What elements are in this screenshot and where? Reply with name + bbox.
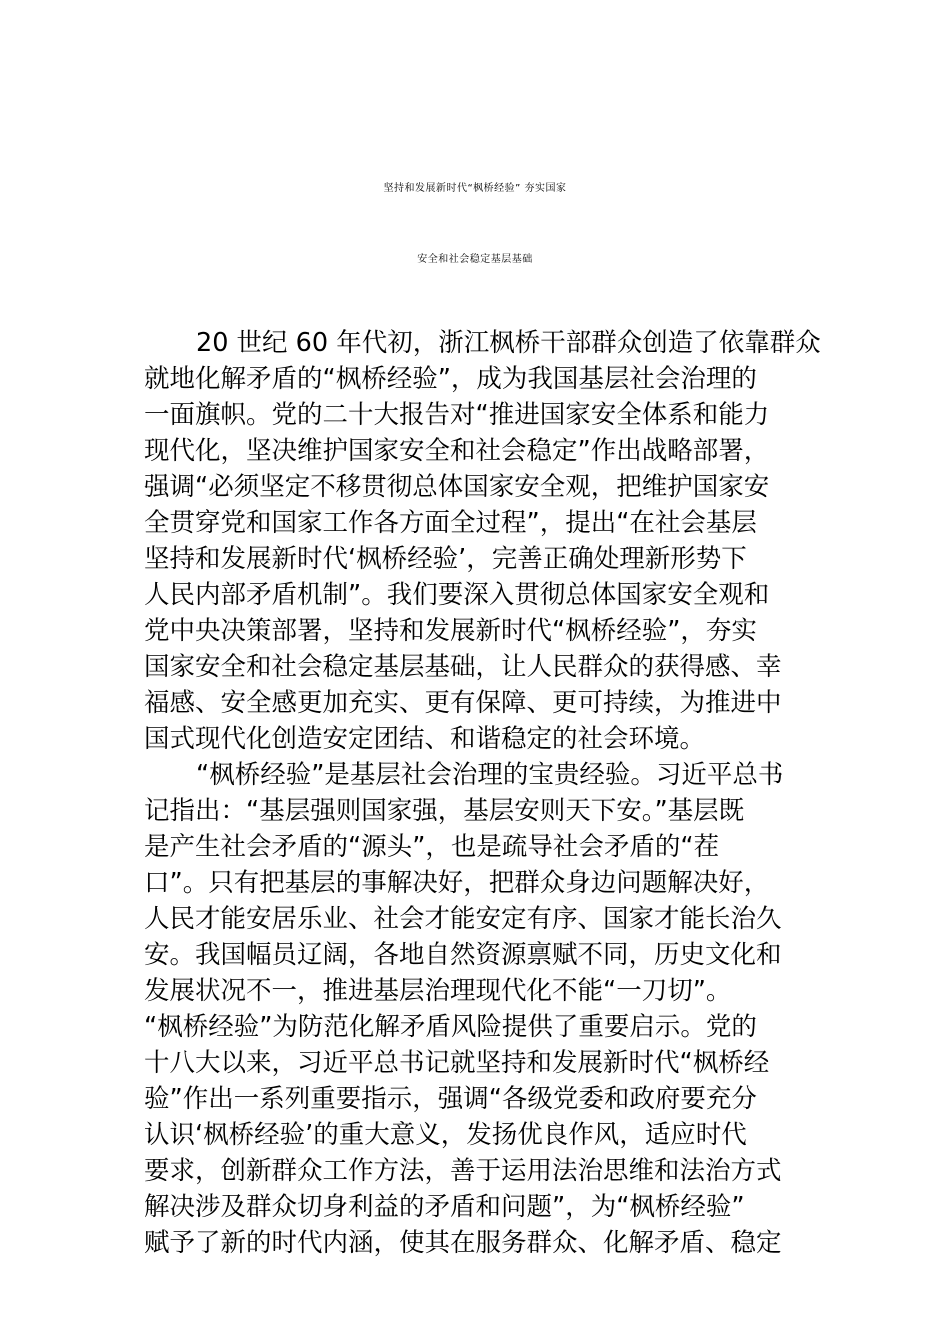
body-line: 记指出：“基层强则国家强，基层安则天下安。”基层既 — [144, 796, 745, 826]
body-line: 一面旗帜。党的二十大报告对“推进国家安全体系和能力 — [144, 400, 770, 430]
body-line: 验”作出一系列重要指示，强调“各级党委和政府要充分 — [144, 1084, 757, 1114]
body-line: 强调“必须坚定不移贯彻总体国家安全观，把维护国家安 — [144, 472, 770, 502]
body-line: 福感、安全感更加充实、更有保障、更可持续，为推进中 — [144, 688, 782, 718]
body-line: 20 世纪 60 年代初，浙江枫桥干部群众创造了依靠群众 — [196, 328, 821, 358]
body-line: 全贯穿党和国家工作各方面全过程”，提出“在社会基层 — [144, 508, 757, 538]
body-line: 是产生社会矛盾的“源头”，也是疏导社会矛盾的“茬 — [144, 832, 720, 862]
body-line: 安。我国幅员辽阔，各地自然资源禀赋不同，历史文化和 — [144, 940, 782, 970]
body-line: 国家安全和社会稳定基层基础，让人民群众的获得感、幸 — [144, 652, 782, 682]
body-line: 认识‘枫桥经验’的重大意义，发扬优良作风，适应时代 — [144, 1120, 747, 1150]
body-line: 解决涉及群众切身利益的矛盾和问题”，为“枫桥经验” — [144, 1192, 745, 1222]
body-line: 坚持和发展新时代‘枫桥经验’，完善正确处理新形势下 — [144, 544, 747, 574]
body-line: 赋予了新的时代内涵，使其在服务群众、化解矛盾、稳定 — [144, 1228, 782, 1258]
body-line: “枫桥经验”是基层社会治理的宝贵经验。习近平总书 — [196, 760, 784, 790]
document-title-line-2: 安全和社会稳定基层基础 — [417, 254, 533, 265]
body-line: 人民内部矛盾机制”。我们要深入贯彻总体国家安全观和 — [144, 580, 770, 610]
body-line: 十八大以来，习近平总书记就坚持和发展新时代“枫桥经 — [144, 1048, 770, 1078]
body-line: 人民才能安居乐业、社会才能安定有序、国家才能长治久 — [144, 904, 782, 934]
body-line: 要求，创新群众工作方法，善于运用法治思维和法治方式 — [144, 1156, 782, 1186]
body-line: 现代化，坚决维护国家安全和社会稳定”作出战略部署， — [144, 436, 770, 466]
body-line: 国式现代化创造安定团结、和谐稳定的社会环境。 — [144, 724, 706, 754]
document-title-line-1: 坚持和发展新时代“枫桥经验” 夯实国家 — [383, 183, 567, 194]
body-line: 发展状况不一，推进基层治理现代化不能“一刀切”。 — [144, 976, 732, 1006]
body-line: 口”。只有把基层的事解决好，把群众身边问题解决好， — [144, 868, 770, 898]
body-line: “枫桥经验”为防范化解矛盾风险提供了重要启示。党的 — [144, 1012, 757, 1042]
body-line: 就地化解矛盾的“枫桥经验”，成为我国基层社会治理的 — [144, 364, 757, 394]
body-line: 党中央决策部署，坚持和发展新时代“枫桥经验”，夯实 — [144, 616, 757, 646]
